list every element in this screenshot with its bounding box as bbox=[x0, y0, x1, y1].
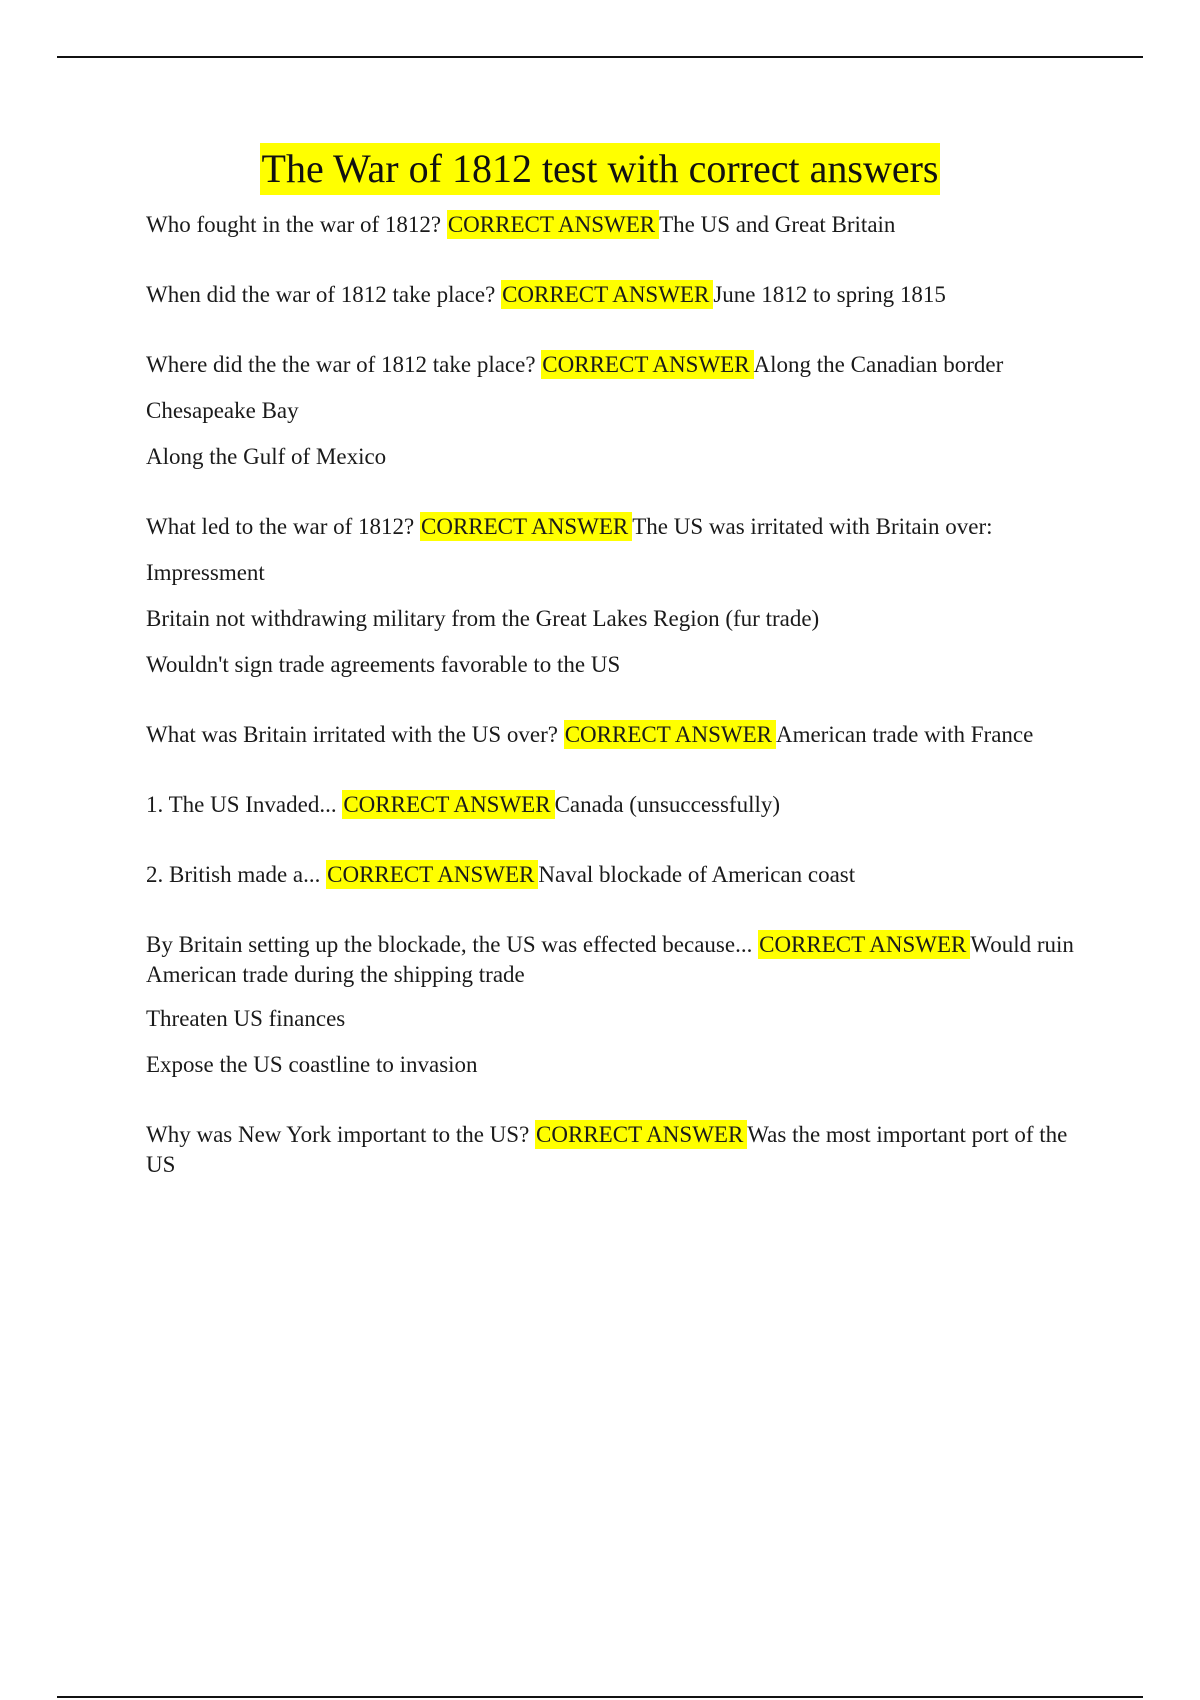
correct-answer-marker: CORRECT ANSWER bbox=[541, 350, 753, 379]
qa-line bbox=[146, 720, 1096, 750]
qa-list bbox=[146, 210, 1096, 1220]
qa-line bbox=[146, 1120, 1096, 1180]
correct-answer-marker: CORRECT ANSWER bbox=[447, 210, 659, 239]
question-text: When did the war of 1812 take place? bbox=[146, 282, 496, 307]
qa-item bbox=[146, 350, 1096, 472]
correct-answer-marker: CORRECT ANSWER bbox=[535, 1120, 747, 1149]
answer-extra-line: Chesapeake Bay bbox=[146, 398, 299, 423]
correct-answer-marker: CORRECT ANSWER bbox=[326, 860, 538, 889]
question-text: Who fought in the war of 1812? bbox=[146, 212, 442, 237]
answer-extra-line: Expose the US coastline to invasion bbox=[146, 1052, 478, 1077]
answer-text: The US was irritated with Britain over: bbox=[632, 514, 993, 539]
qa-line bbox=[146, 860, 1096, 890]
answer-text: Along the Canadian border bbox=[753, 352, 1004, 377]
correct-answer-marker: CORRECT ANSWER bbox=[420, 512, 632, 541]
qa-item bbox=[146, 790, 1096, 820]
correct-answer-marker: CORRECT ANSWER bbox=[342, 790, 554, 819]
question-text: 1. The US Invaded... bbox=[146, 792, 337, 817]
bottom-rule bbox=[57, 1696, 1143, 1698]
qa-item bbox=[146, 280, 1096, 310]
answer-text: Would ruin American trade during the shipping trade bbox=[146, 932, 1074, 987]
answer-text: Naval blockade of American coast bbox=[538, 862, 856, 887]
qa-item bbox=[146, 720, 1096, 750]
qa-line bbox=[146, 930, 1096, 990]
qa-line bbox=[146, 210, 1096, 240]
title-container bbox=[0, 143, 1200, 195]
correct-answer-marker: CORRECT ANSWER bbox=[501, 280, 713, 309]
question-text: What led to the war of 1812? bbox=[146, 514, 415, 539]
qa-line bbox=[146, 350, 1096, 380]
question-text: Why was New York important to the US? bbox=[146, 1122, 530, 1147]
question-text: By Britain setting up the blockade, the US was effected because... bbox=[146, 932, 753, 957]
question-text: What was Britain irritated with the US over? bbox=[146, 722, 558, 747]
answer-text: June 1812 to spring 1815 bbox=[713, 282, 946, 307]
top-rule bbox=[57, 56, 1143, 58]
answer-text: The US and Great Britain bbox=[659, 212, 896, 237]
answer-text: American trade with France bbox=[775, 722, 1034, 747]
answer-extra-line: Along the Gulf of Mexico bbox=[146, 444, 387, 469]
qa-item bbox=[146, 512, 1096, 680]
qa-line bbox=[146, 790, 1096, 820]
question-text: 2. British made a... bbox=[146, 862, 321, 887]
answer-extra-line: Britain not withdrawing military from the Great Lakes Region (fur trade) bbox=[146, 606, 820, 631]
correct-answer-marker: CORRECT ANSWER bbox=[758, 930, 970, 959]
document-title: The War of 1812 test with correct answers bbox=[260, 143, 941, 195]
qa-item bbox=[146, 210, 1096, 240]
answer-extra-line: Threaten US finances bbox=[146, 1006, 346, 1031]
answer-extra-line: Impressment bbox=[146, 560, 265, 585]
qa-item bbox=[146, 930, 1096, 1080]
qa-line bbox=[146, 512, 1096, 542]
answer-text: Canada (unsuccessfully) bbox=[554, 792, 781, 817]
answer-extra-line: Wouldn't sign trade agreements favorable to the US bbox=[146, 652, 621, 677]
qa-item bbox=[146, 1120, 1096, 1180]
qa-line bbox=[146, 280, 1096, 310]
correct-answer-marker: CORRECT ANSWER bbox=[564, 720, 776, 749]
qa-item bbox=[146, 860, 1096, 890]
question-text: Where did the the war of 1812 take place? bbox=[146, 352, 536, 377]
answer-text: Was the most important port of the US bbox=[146, 1122, 1068, 1177]
